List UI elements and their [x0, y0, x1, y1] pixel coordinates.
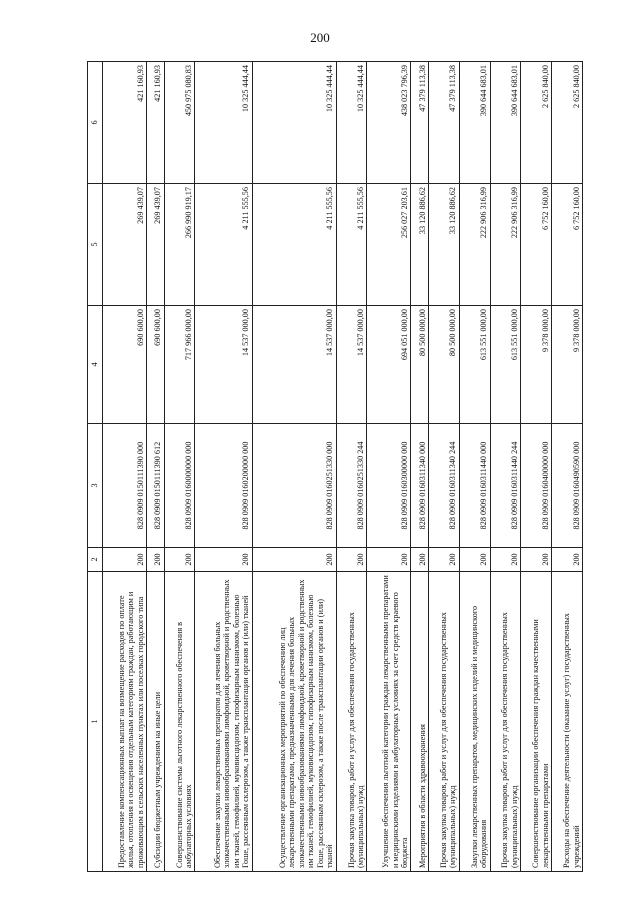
table-row: [521, 62, 552, 872]
table-row: [367, 62, 411, 872]
row-col5-cell: 222 906 316,99: [490, 184, 521, 306]
row-col5-cell: 269 439,07: [147, 184, 165, 306]
row-code-cell: 200: [164, 548, 195, 572]
row-name-cell: Закупки лекарственных препаратов, медицинских изделий и медицинского оборудования: [459, 572, 490, 872]
row-kbk-cell: 828 0909 0160311440 244: [490, 424, 521, 548]
row-col6-cell: 47 379 113,38: [428, 62, 459, 184]
row-col4-cell: 690 600,00: [103, 306, 147, 424]
row-col5-cell: 256 027 203,61: [367, 184, 411, 306]
row-code-cell: 200: [103, 548, 147, 572]
row-col4-cell: 613 551 000,00: [490, 306, 521, 424]
row-name-cell: Прочая закупка товаров, работ и услуг для обеспечения государственных (муниципальных) нужд: [336, 572, 367, 872]
row-col4-cell: 613 551 000,00: [459, 306, 490, 424]
table-row: [103, 62, 147, 872]
row-kbk-cell: 828 0909 0160300000 000: [367, 424, 411, 548]
row-col5-cell: 269 439,07: [103, 184, 147, 306]
row-col6-cell: 2 625 840,00: [521, 62, 552, 184]
row-kbk-cell: 828 0909 0160400000 000: [521, 424, 552, 548]
row-name-cell: Мероприятия в области здравоохранения: [411, 572, 429, 872]
row-name-cell: Предоставление компенсационных выплат на возмещение расходов по оплате жилья, отопления и освещения отдельным категориям граждан, работающим и проживающим в сельских населенных пунктах или поселках городского типа: [103, 572, 147, 872]
row-col6-cell: 10 325 444,44: [195, 62, 252, 184]
row-col6-cell: 10 325 444,44: [252, 62, 336, 184]
table-container: [87, 62, 583, 872]
row-name-cell: Осуществление организационных мероприятий по обеспечению лиц лекарственными препаратами, предназначенными для лечения больных злокачественными новообразованиями лимфоидной, кроветворной и родственных им тканей, гемофилией, муковисцидозом, гипофизарным нанизмом, болезнью Гоше, рассеянным склерозом, а также после трансплантации органов и (или) тканей: [252, 572, 336, 872]
table-row: [164, 62, 195, 872]
row-kbk-cell: 828 0909 0160311340 244: [428, 424, 459, 548]
row-name-cell: Улучшение обеспечения льготной категории граждан лекарственными препаратами и медицинскими изделиями в амбулаторных условиях за счет средств краевого бюджета: [367, 572, 411, 872]
row-col4-cell: 690 600,00: [147, 306, 165, 424]
row-name-cell: Расходы на обеспечение деятельности (оказание услуг) государственных учреждений: [552, 572, 583, 872]
column-header-3: 3: [88, 424, 103, 548]
row-name-cell: Совершенствование системы льготного лекарственного обеспечения в амбулаторных условиях: [164, 572, 195, 872]
row-col5-cell: 33 120 886,62: [428, 184, 459, 306]
row-col6-cell: 450 975 080,83: [164, 62, 195, 184]
row-col6-cell: 10 325 444,44: [336, 62, 367, 184]
row-col5-cell: 6 752 160,00: [552, 184, 583, 306]
row-kbk-cell: 828 0909 0160311340 000: [411, 424, 429, 548]
row-kbk-cell: 828 0909 0160251330 000: [252, 424, 336, 548]
row-code-cell: 200: [521, 548, 552, 572]
table-header-row: [88, 62, 103, 872]
row-col5-cell: 4 211 555,56: [336, 184, 367, 306]
row-kbk-cell: 828 0909 0160490590 000: [552, 424, 583, 548]
row-col4-cell: 694 051 000,00: [367, 306, 411, 424]
row-code-cell: 200: [411, 548, 429, 572]
row-kbk-cell: 828 0909 0160000000 000: [164, 424, 195, 548]
budget-table: [87, 61, 583, 872]
page-number: 200: [310, 30, 330, 45]
table-row: [336, 62, 367, 872]
row-code-cell: 200: [459, 548, 490, 572]
row-col4-cell: 14 537 000,00: [336, 306, 367, 424]
row-col4-cell: 9 378 000,00: [521, 306, 552, 424]
row-col4-cell: 80 500 000,00: [428, 306, 459, 424]
row-kbk-cell: 828 0909 0160251330 244: [336, 424, 367, 548]
row-code-cell: 200: [336, 548, 367, 572]
row-col4-cell: 717 966 000,00: [164, 306, 195, 424]
table-row: [552, 62, 583, 872]
table-row: [252, 62, 336, 872]
row-col5-cell: 33 120 886,62: [411, 184, 429, 306]
row-code-cell: 200: [367, 548, 411, 572]
row-col4-cell: 80 500 000,00: [411, 306, 429, 424]
row-code-cell: 200: [195, 548, 252, 572]
table-row: [411, 62, 429, 872]
column-header-6: 6: [88, 62, 103, 184]
row-name-cell: Обеспечение закупки лекарственных препаратов для лечения больных злокачественными новообразованиями лимфоидной, кроветворной и родственных им тканей, гемофилией, муковисцидозом, гипофизарным нанизмом, болезнью Гоше, рассеянным склерозом, а также трансплантации органов и (или) тканей: [195, 572, 252, 872]
row-col6-cell: 390 644 683,01: [490, 62, 521, 184]
row-col6-cell: 2 625 840,00: [552, 62, 583, 184]
row-col5-cell: 4 211 555,56: [195, 184, 252, 306]
row-col6-cell: 438 023 796,39: [367, 62, 411, 184]
row-col4-cell: 14 537 000,00: [195, 306, 252, 424]
row-col5-cell: 266 990 919,17: [164, 184, 195, 306]
table-row: [428, 62, 459, 872]
table-row: [195, 62, 252, 872]
row-name-cell: Совершенствование организации обеспечения граждан качественными лекарственными препаратами: [521, 572, 552, 872]
row-col4-cell: 9 378 000,00: [552, 306, 583, 424]
row-code-cell: 200: [490, 548, 521, 572]
row-name-cell: Прочая закупка товаров, работ и услуг для обеспечения государственных (муниципальных) нужд: [490, 572, 521, 872]
column-header-4: 4: [88, 306, 103, 424]
row-col5-cell: 4 211 555,56: [252, 184, 336, 306]
rotated-table-frame: [87, 62, 583, 872]
row-col5-cell: 6 752 160,00: [521, 184, 552, 306]
row-code-cell: 200: [428, 548, 459, 572]
row-col6-cell: 421 160,93: [147, 62, 165, 184]
row-name-cell: Субсидии бюджетным учреждениям на иные цели: [147, 572, 165, 872]
table-row: [147, 62, 165, 872]
table-row: [459, 62, 490, 872]
row-col6-cell: 421 160,93: [103, 62, 147, 184]
column-header-1: 1: [88, 572, 103, 872]
row-code-cell: 200: [147, 548, 165, 572]
table-body: [103, 62, 583, 872]
row-col5-cell: 222 906 316,99: [459, 184, 490, 306]
row-kbk-cell: 828 0909 0150111390 612: [147, 424, 165, 548]
row-code-cell: 200: [552, 548, 583, 572]
row-kbk-cell: 828 0909 0150111390 000: [103, 424, 147, 548]
column-header-2: 2: [88, 548, 103, 572]
row-name-cell: Прочая закупка товаров, работ и услуг для обеспечения государственных (муниципальных) нужд: [428, 572, 459, 872]
column-header-5: 5: [88, 184, 103, 306]
row-code-cell: 200: [252, 548, 336, 572]
row-col4-cell: 14 537 000,00: [252, 306, 336, 424]
row-col6-cell: 390 644 683,01: [459, 62, 490, 184]
table-row: [490, 62, 521, 872]
row-kbk-cell: 828 0909 0160200000 000: [195, 424, 252, 548]
row-col6-cell: 47 379 113,38: [411, 62, 429, 184]
row-kbk-cell: 828 0909 0160311440 000: [459, 424, 490, 548]
